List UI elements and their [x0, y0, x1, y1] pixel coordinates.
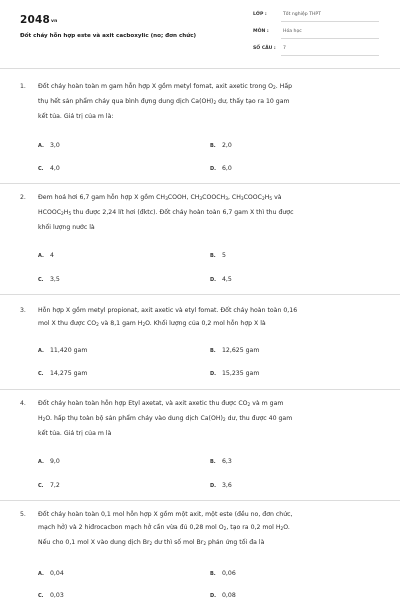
question-line: $HCOOC_2H_5$ thu được 2,24 lít hơi (đktc). Đốt cháy hoàn toàn 6,7 gam X thì thu được [38, 209, 294, 217]
question-text [38, 397, 383, 440]
class-field [253, 10, 379, 22]
question-line: mạch hở) và 2 hiđrocacbon mạch hở cần vừa đủ 0,28 mol $O_2$, tạo ra 0,2 mol $H_2O$. [38, 524, 290, 532]
option-a[interactable]: A. 11,420 gam [38, 347, 88, 354]
option-d[interactable]: D. 0,08 [210, 592, 236, 599]
option-b[interactable]: B. 0,06 [210, 570, 236, 577]
subject-value: Hóa học [283, 29, 302, 34]
option-b[interactable]: B. 12,625 gam [210, 347, 260, 354]
option-d[interactable]: D. 6,0 [210, 165, 232, 172]
question-divider [0, 389, 400, 390]
subject-label: MÔN : [253, 29, 269, 34]
option-d[interactable]: D. 3,6 [210, 482, 232, 489]
question-line: Đốt cháy hoàn toàn hỗn hợp Etyl axetat, và axit axetic thu được $CO_2$ và m gam [38, 400, 284, 408]
question-text [38, 191, 383, 234]
option-a[interactable]: A. 0,04 [38, 570, 64, 577]
worksheet-title: Đốt cháy hỗn hợp este và axit cacboxylic (no; đơn chức) [20, 33, 197, 39]
question-text [38, 304, 383, 332]
brand-logo: 2048vn [20, 14, 58, 26]
option-c[interactable]: C. 4,0 [38, 165, 60, 172]
question-number: 4. [20, 400, 26, 407]
option-a[interactable]: A. 4 [38, 252, 54, 259]
option-b[interactable]: B. 6,3 [210, 458, 232, 465]
option-c[interactable]: C. 0,03 [38, 592, 64, 599]
question-count-field [253, 44, 379, 56]
question-number: 5. [20, 511, 26, 518]
option-d[interactable]: D. 4,5 [210, 276, 232, 283]
question-line: mol X thu được $CO_2$ và 8,1 gam $H_2O$. Khối lượng của 0,2 mol hỗn hợp X là [38, 320, 266, 328]
question-divider [0, 183, 400, 184]
question-text [38, 80, 383, 123]
class-value: Tốt nghiệp THPT [283, 12, 321, 17]
question-divider [0, 500, 400, 501]
option-b[interactable]: B. 5 [210, 252, 226, 259]
question-count-label: SỐ CÂU : [253, 46, 276, 51]
question-number: 2. [20, 194, 26, 201]
question-number: 1. [20, 83, 26, 90]
question-line: Hỗn hợp X gồm metyl propionat, axit axetic và etyl fomat. Đốt cháy hoàn toàn 0,16 [38, 307, 298, 314]
header-divider [0, 68, 400, 69]
question-count-value: 7 [283, 46, 286, 51]
option-c[interactable]: C. 3,5 [38, 276, 60, 283]
option-c[interactable]: C. 7,2 [38, 482, 60, 489]
subject-field [253, 27, 379, 39]
question-line: Đốt cháy hoàn toàn 0,1 mol hỗn hợp X gồm một axit, một este (đều no, đơn chức, [38, 511, 293, 518]
question-line: kết tủa. Giá trị của m là: [38, 113, 114, 120]
question-text [38, 508, 383, 551]
question-line: Nếu cho 0,1 mol X vào dung dịch $Br_2$ dư thì số mol $Br_2$ phản ứng tối đa là [38, 539, 265, 547]
question-line: kết tủa. Giá trị của m là [38, 430, 112, 437]
question-line: $H_2O$. hấp thụ toàn bộ sản phẩm cháy vào dung dịch $Ca(OH)_2$ dư, thu được 40 gam [38, 415, 293, 423]
question-divider [0, 294, 400, 295]
option-c[interactable]: C. 14,275 gam [38, 370, 88, 377]
question-line: thụ hết sản phẩm cháy qua bình đựng dung dịch $Ca(OH)_2$ dư, thấy tạo ra 10 gam [38, 98, 290, 106]
option-a[interactable]: A. 3,0 [38, 142, 60, 149]
option-b[interactable]: B. 2,0 [210, 142, 232, 149]
question-line: Đốt cháy hoàn toàn m gam hỗn hợp X gồm metyl fomat, axit axetic trong $O_2$. Hấp [38, 83, 293, 91]
option-a[interactable]: A. 9,0 [38, 458, 60, 465]
question-number: 3. [20, 307, 26, 314]
option-d[interactable]: D. 15,235 gam [210, 370, 260, 377]
question-line: khối lượng nước là [38, 224, 95, 231]
worksheet-header [0, 0, 400, 68]
question-line: Đem hoá hơi 6,7 gam hỗn hợp X gồm $CH_3COOH$, $CH_3COOCH_3$, $CH_3COOC_2H_5$ và [38, 194, 282, 202]
class-label: LỚP : [253, 12, 267, 17]
